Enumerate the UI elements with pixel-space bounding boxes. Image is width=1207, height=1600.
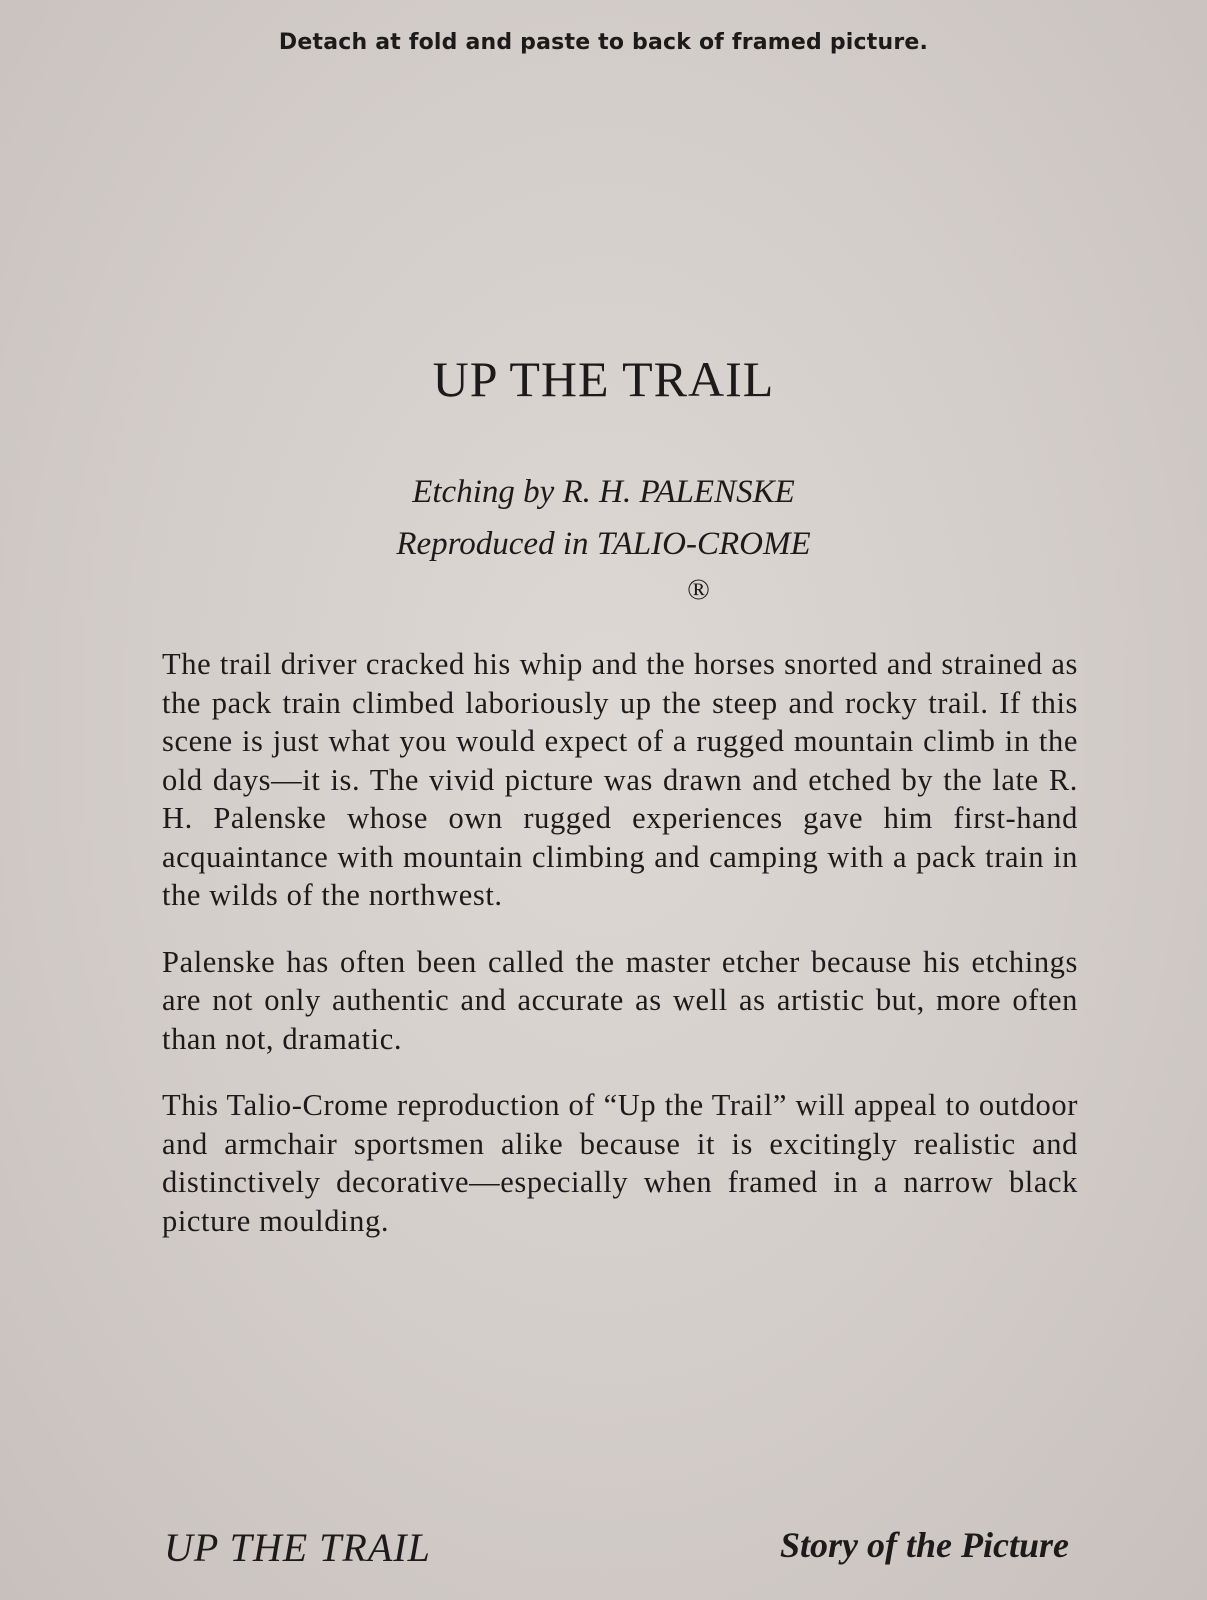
paragraph: The trail driver cracked his whip and the horses snorted and strained as the pack train climbed laboriously up the steep and rocky trail. If this scene is just what you would expect of a rugged mountain climb in the old days—it is. The vivid picture was drawn and etched by the late R. H. Palenske whose own rugged experiences gave him first-hand acquaintance with mountain climbing and camping with a pack train in the wilds of the northwest. xyxy=(162,647,1078,912)
detach-instruction: Detach at fold and paste to back of framed picture. xyxy=(278,30,929,55)
credits-block xyxy=(0,466,1207,610)
footer-subtitle: Story of the Picture xyxy=(780,1525,1069,1565)
paragraph: Palenske has often been called the master etcher because his etchings are not only authentic and accurate as well as artistic but, more often than not, dramatic. xyxy=(162,944,1078,1056)
etching-credit: Etching by R. H. PALENSKE xyxy=(412,474,795,510)
page-title: UP THE TRAIL xyxy=(432,351,775,407)
reproduction-credit: Reproduced in TALIO-CROME xyxy=(396,526,811,562)
description-body xyxy=(162,645,1078,1268)
footer-title: UP THE TRAIL xyxy=(164,1525,431,1570)
registered-mark: ® xyxy=(687,573,710,606)
paragraph: This Talio-Crome reproduction of “Up the Trail” will appeal to outdoor and armchair sportsmen alike because it is excitingly realistic and distinctively decorative—especially when framed in a narrow black picture moulding. xyxy=(162,1088,1078,1238)
